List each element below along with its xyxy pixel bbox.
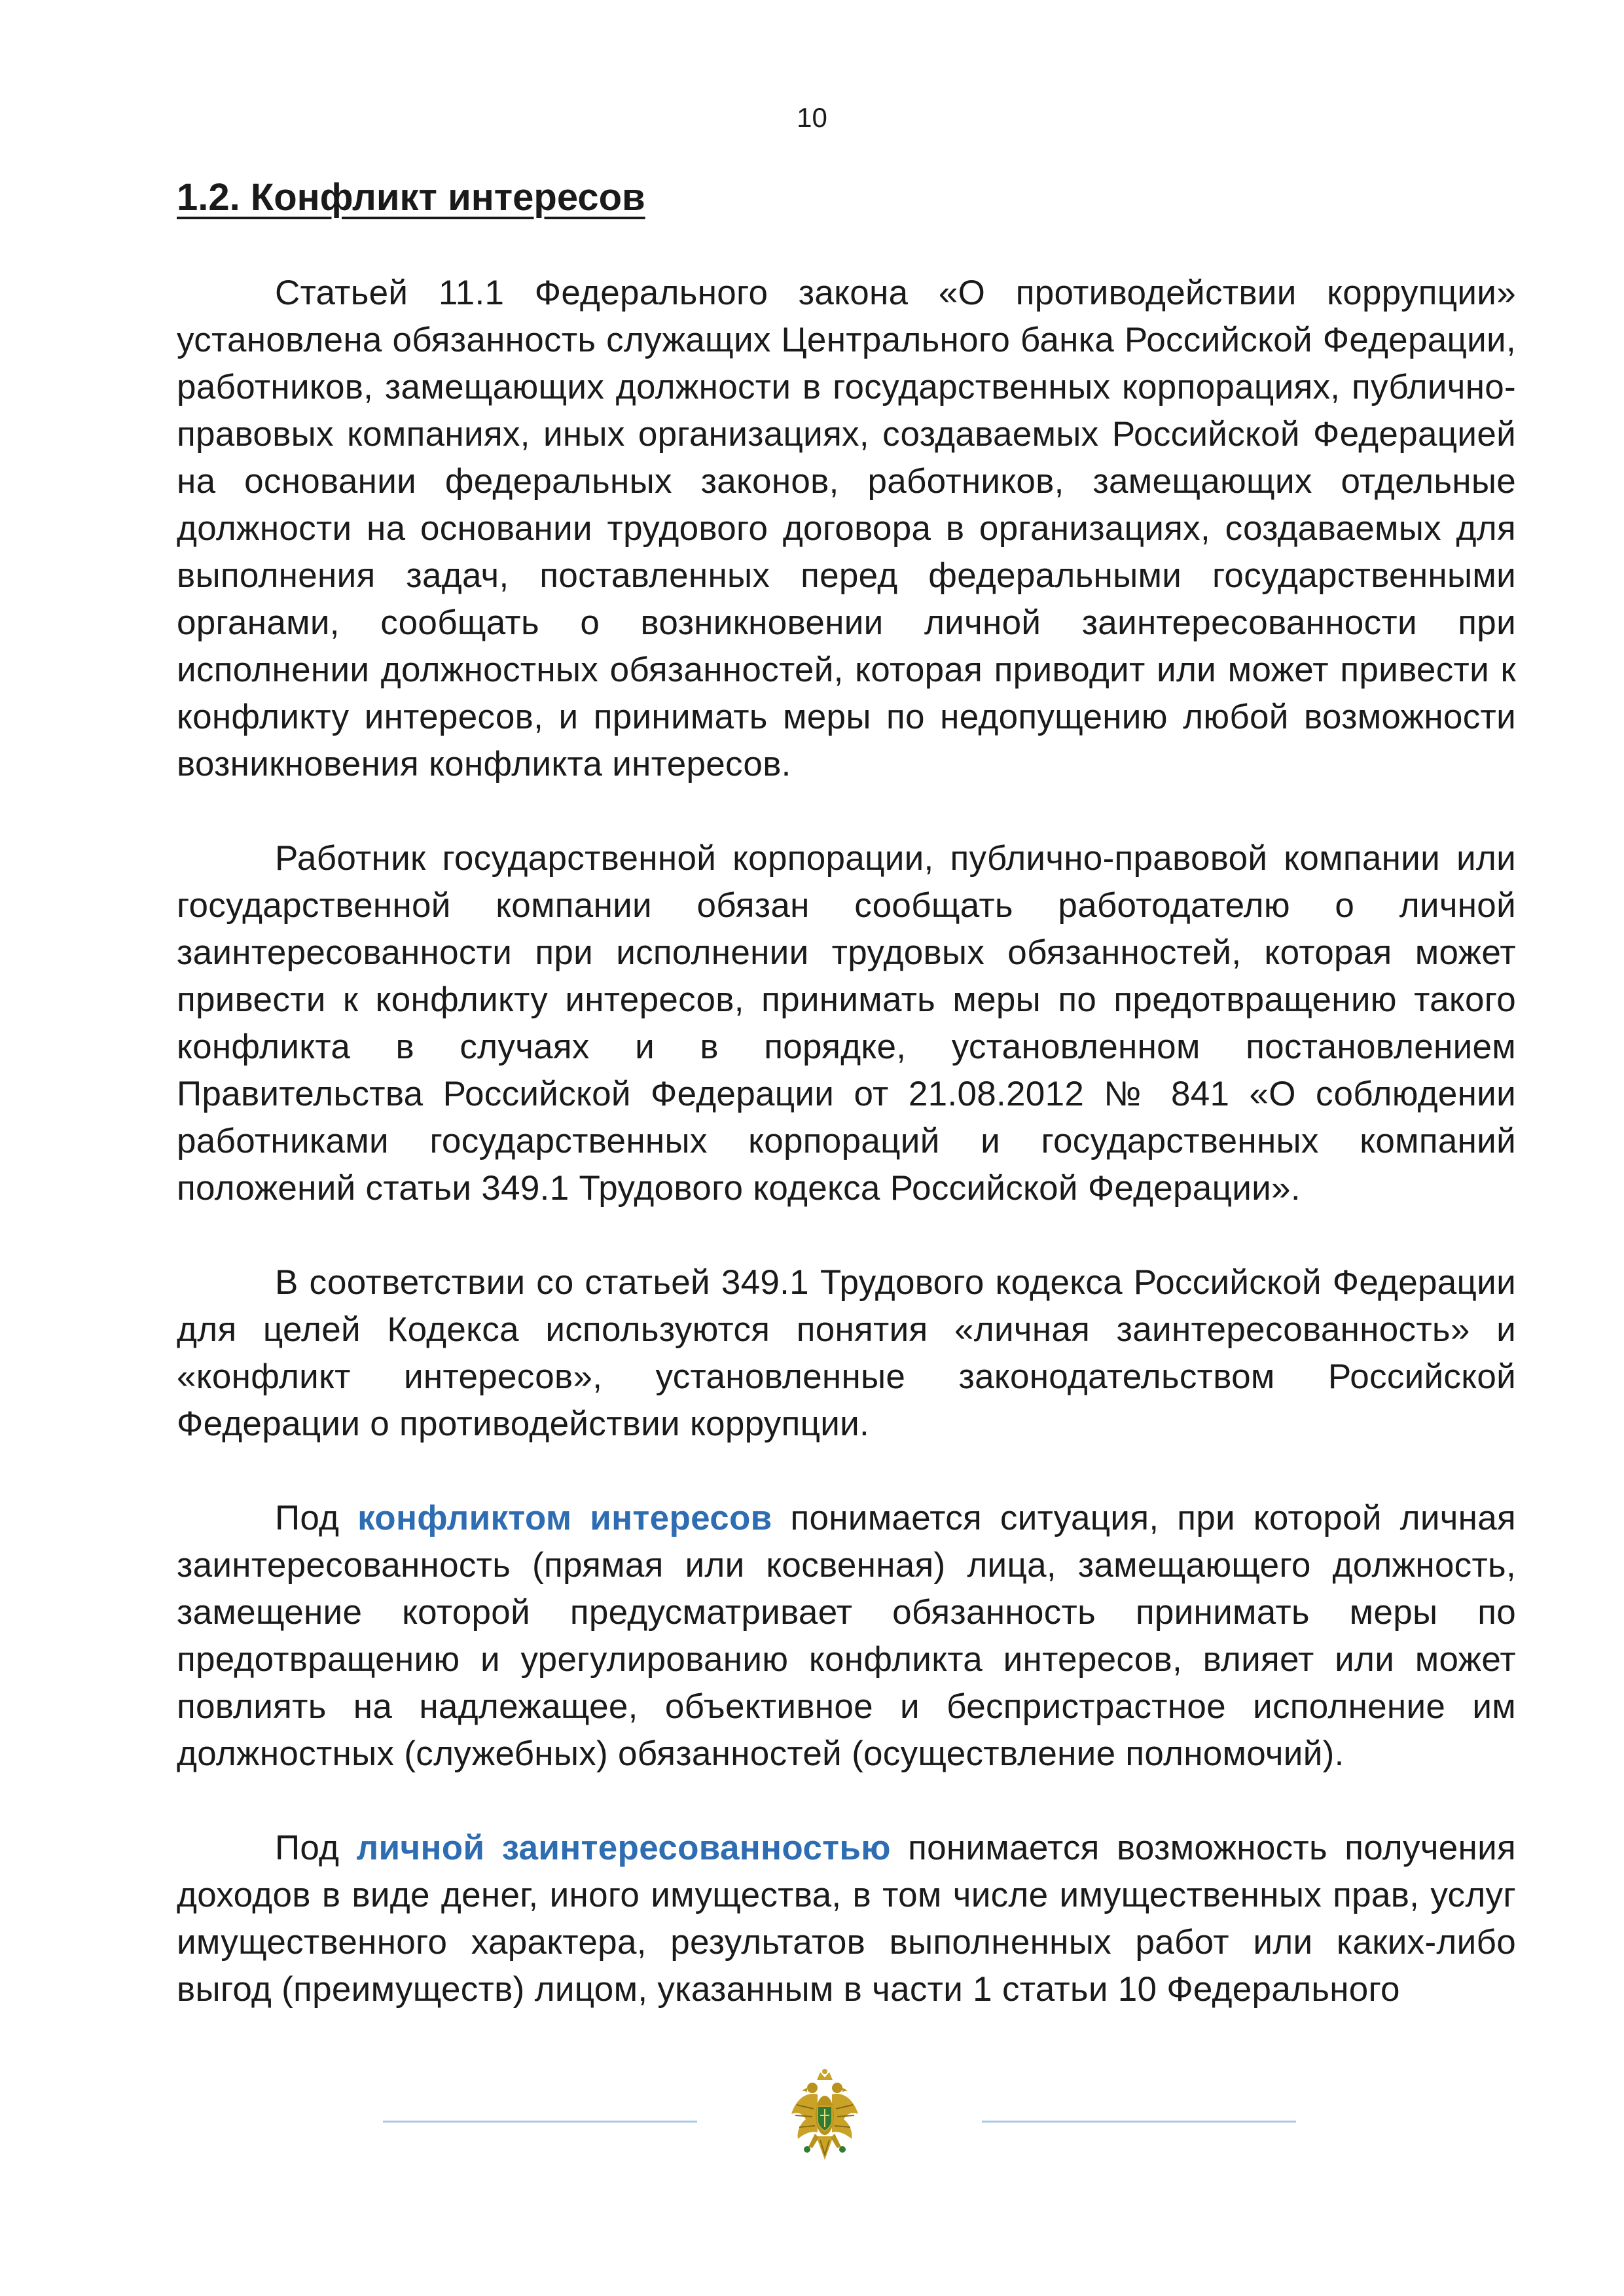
paragraph-4-conflict-definition bbox=[177, 1495, 1516, 1778]
footer-divider-right bbox=[982, 2121, 1296, 2123]
paragraph-3: В соответствии со статьей 349.1 Трудового кодекса Российской Федерации для целей Кодекса используются понятия «личная заинтересованность» и «конфликт интересов», установленные законодательством Российской Федерации о противодействии коррупции. bbox=[177, 1263, 1516, 1443]
document-body bbox=[177, 270, 1516, 2060]
paragraph-2: Работник государственной корпорации, публично-правовой компании или государственной компании обязан сообщать работодателю о личной заинтересованности при исполнении трудовых обязанностей, которая может привести к конфликту интересов, принимать меры по предотвращению такого конфликта в случаях и в порядке, установленном постановлением Правительства Российской Федерации от 21.08.2012 № 841 «О соблюдении работниками государственных корпораций и государственных компаний положений статьи 349.1 Трудового кодекса Российской Федерации». bbox=[177, 839, 1516, 1208]
paragraph-5-lead: Под bbox=[275, 1829, 357, 1867]
paragraph-5-interest-definition bbox=[177, 1825, 1516, 2013]
term-conflict-of-interest: конфликтом интересов bbox=[357, 1499, 772, 1537]
paragraph-4-rest: понимается ситуация, при которой личная заинтересованность (прямая или косвенная) лица, замещающего должность, замещение которой предусматривает обязанность принимать меры по предотвращению и урегулированию конфликта интересов, влияет или может повлиять на надлежащее, объективное и беспристрастное исполнение им должностных (служебных) обязанностей (осуществление полномочий). bbox=[177, 1499, 1517, 1773]
term-personal-interest: личной заинтересованностью bbox=[356, 1829, 891, 1867]
footer-divider-left bbox=[383, 2121, 697, 2123]
paragraph-5-rest: понимается возможность получения доходов в виде денег, иного имущества, в том числе имущественных прав, услуг имущественного характера, результатов выполненных работ или каких-либо выгод (преимуществ) лицом, указанным в части 1 статьи 10 Федерального bbox=[177, 1829, 1516, 2009]
paragraph-1: Статьей 11.1 Федерального закона «О противодействии коррупции» установлена обязанность служащих Центрального банка Российской Федерации, работников, замещающих должности в государственных корпорациях, публично-правовых компаниях, иных организациях, создаваемых Российской Федерацией на основании федеральных законов, работников, замещающих отдельные должности на основании трудового договора в организациях, создаваемых для выполнения задач, поставленных перед федеральными государственными органами, сообщать о возникновении личной заинтересованности при исполнении должностных обязанностей, которая приводит или может привести к конфликту интересов, и принимать меры по недопущению любой возможности возникновения конфликта интересов. bbox=[177, 274, 1516, 783]
section-heading: 1.2. Конфликт интересов bbox=[177, 176, 645, 219]
paragraph-4-lead: Под bbox=[275, 1499, 358, 1537]
page-footer bbox=[0, 2094, 1624, 2225]
double-headed-eagle-emblem-icon bbox=[789, 2068, 861, 2179]
page-number: 10 bbox=[797, 102, 827, 133]
